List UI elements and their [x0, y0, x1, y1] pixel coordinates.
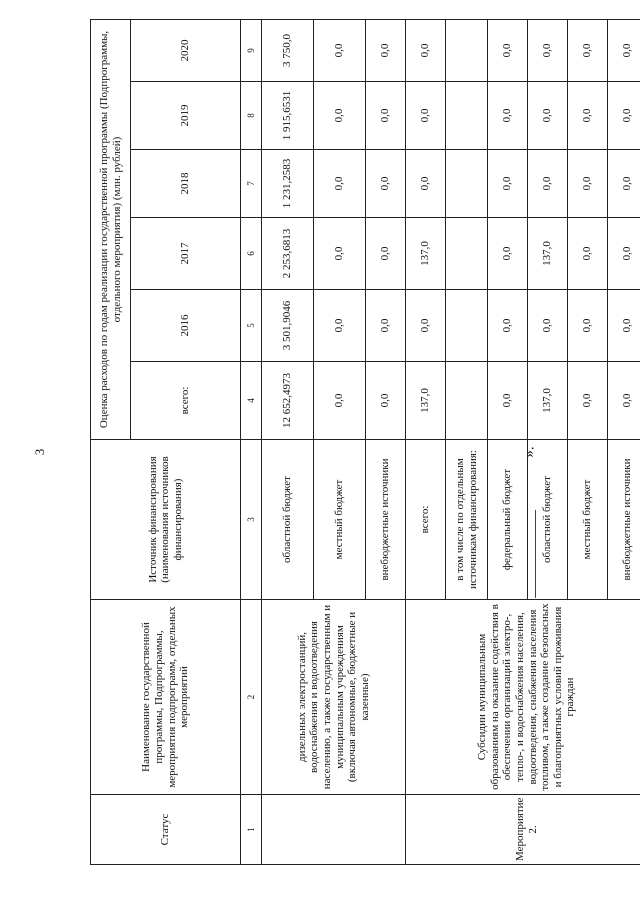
source-cell: в том числе по отдельным источникам финансирования: — [446, 440, 488, 600]
value-cell: 0,0 — [608, 290, 640, 362]
value-cell — [446, 82, 488, 150]
value-cell: 0,0 — [314, 290, 366, 362]
value-cell: 0,0 — [608, 82, 640, 150]
value-cell — [446, 19, 488, 81]
source-cell: областной бюджет — [262, 440, 314, 600]
source-cell: местный бюджет — [314, 440, 366, 600]
value-cell — [446, 290, 488, 362]
measure-name: Субсидии муниципальным образованиям на оказание содействия в обеспечении организаций электро-, тепло-, и водоснабжения населения, водоотведения, снабжения населения топливом, а также создание безопасных и благоприятных условий проживания граждан — [406, 600, 640, 795]
header-source: Источник финансирования (наименования источников финансирования) — [91, 440, 241, 600]
value-cell: 3 501,9046 — [262, 290, 314, 362]
source-cell: местный бюджет — [568, 440, 608, 600]
value-cell — [446, 362, 488, 440]
value-cell: 0,0 — [406, 19, 446, 81]
value-cell: 0,0 — [488, 362, 528, 440]
value-cell: 0,0 — [366, 362, 406, 440]
value-cell: 0,0 — [528, 290, 568, 362]
header-year: 2020 — [131, 19, 241, 81]
value-cell: 0,0 — [406, 290, 446, 362]
value-cell: 0,0 — [366, 150, 406, 218]
value-cell: 0,0 — [608, 362, 640, 440]
header-total: всего: — [131, 362, 241, 440]
value-cell: 0,0 — [488, 19, 528, 81]
column-index: 3 — [241, 440, 262, 600]
value-cell: 137,0 — [406, 362, 446, 440]
value-cell — [446, 150, 488, 218]
source-cell: всего: — [406, 440, 446, 600]
column-index: 6 — [241, 218, 262, 290]
value-cell: 0,0 — [568, 362, 608, 440]
value-cell: 137,0 — [406, 218, 446, 290]
value-cell: 137,0 — [528, 218, 568, 290]
column-index: 9 — [241, 19, 262, 81]
value-cell: 2 253,6813 — [262, 218, 314, 290]
value-cell: 1 231,2583 — [262, 150, 314, 218]
value-cell: 0,0 — [366, 290, 406, 362]
value-cell: 0,0 — [314, 362, 366, 440]
status-cell — [262, 795, 406, 865]
source-cell: федеральный бюджет — [488, 440, 528, 600]
value-cell: 0,0 — [314, 19, 366, 81]
value-cell: 0,0 — [608, 218, 640, 290]
column-index: 2 — [241, 600, 262, 795]
value-cell: 0,0 — [314, 82, 366, 150]
column-index: 5 — [241, 290, 262, 362]
measure-name: дизельных электростанций, водоснабжения и водоотведения населению, а также государственным и муниципальным учреждениям (включая автономные, бюджетные и казенные) — [262, 600, 406, 795]
value-cell: 0,0 — [314, 150, 366, 218]
value-cell: 0,0 — [488, 82, 528, 150]
source-cell: областной бюджет — [528, 440, 568, 600]
signature-line — [535, 510, 536, 598]
header-status: Статус — [91, 795, 241, 865]
column-index: 4 — [241, 362, 262, 440]
value-cell: 0,0 — [568, 19, 608, 81]
value-cell: 3 750,0 — [262, 19, 314, 81]
value-cell: 0,0 — [528, 82, 568, 150]
value-cell: 0,0 — [568, 150, 608, 218]
column-index: 8 — [241, 82, 262, 150]
value-cell: 0,0 — [406, 82, 446, 150]
value-cell: 0,0 — [366, 19, 406, 81]
source-cell: внебюджетные источники — [366, 440, 406, 600]
value-cell: 0,0 — [406, 150, 446, 218]
column-index: 1 — [241, 795, 262, 865]
budget-table — [90, 19, 640, 865]
value-cell: 0,0 — [488, 150, 528, 218]
header-year: 2016 — [131, 290, 241, 362]
value-cell: 0,0 — [528, 150, 568, 218]
value-cell: 137,0 — [528, 362, 568, 440]
value-cell: 0,0 — [314, 218, 366, 290]
value-cell: 0,0 — [366, 218, 406, 290]
header-year: 2017 — [131, 218, 241, 290]
header-estimate: Оценка расходов по годам реализации государственной программы (Подпрограммы, отдельного мероприятия) (млн. рублей) — [91, 19, 131, 439]
header-name: Наименование государственной программы, Подпрограммы, мероприятия подпрограмм, отдельных мероприятий — [91, 600, 241, 795]
column-index: 7 — [241, 150, 262, 218]
value-cell: 0,0 — [608, 150, 640, 218]
value-cell: 0,0 — [488, 290, 528, 362]
source-cell: внебюджетные источники — [608, 440, 640, 600]
column-index-row — [241, 19, 262, 864]
value-cell: 0,0 — [568, 218, 608, 290]
table-row — [406, 19, 446, 864]
value-cell: 0,0 — [366, 82, 406, 150]
budget-table-rotated — [90, 20, 634, 865]
table-row — [262, 19, 314, 864]
value-cell — [446, 218, 488, 290]
value-cell: 0,0 — [568, 290, 608, 362]
value-cell: 1 915,6531 — [262, 82, 314, 150]
value-cell: 0,0 — [488, 218, 528, 290]
value-cell: 0,0 — [528, 19, 568, 81]
value-cell: 0,0 — [568, 82, 608, 150]
header-year: 2018 — [131, 150, 241, 218]
value-cell: 12 652,4973 — [262, 362, 314, 440]
header-year: 2019 — [131, 82, 241, 150]
value-cell: 0,0 — [608, 19, 640, 81]
status-cell: Мероприятие 2. — [406, 795, 640, 865]
